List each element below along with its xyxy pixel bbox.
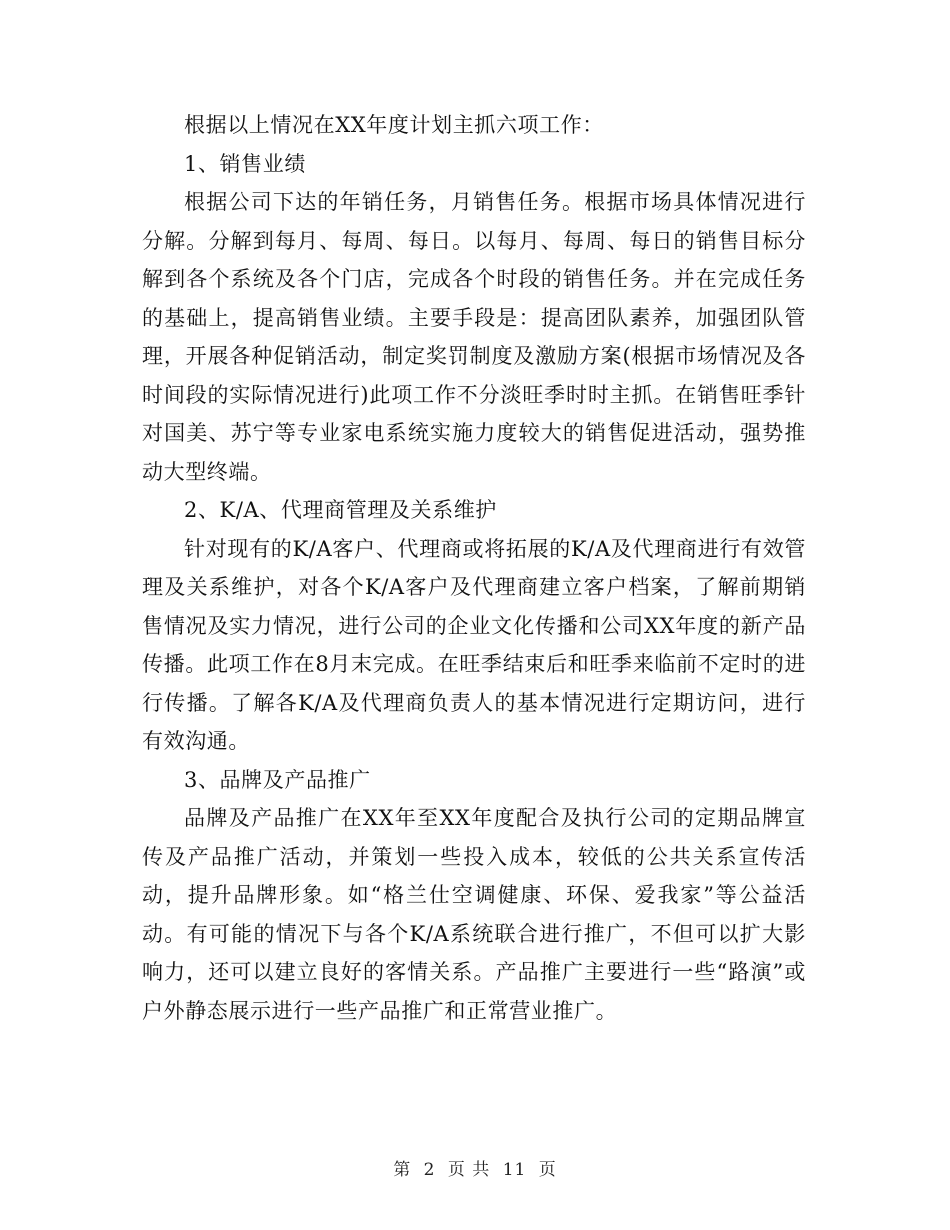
intro-paragraph: 根据以上情况在XX年度计划主抓六项工作： xyxy=(184,113,604,137)
footer-current-page: 2 xyxy=(423,1160,436,1180)
page-footer xyxy=(0,1155,950,1180)
document-body xyxy=(142,106,806,1030)
footer-total-pages: 11 xyxy=(502,1160,527,1180)
footer-middle: 页 共 xyxy=(447,1160,491,1180)
brand-paragraph: 品牌及产品推广在XX年至XX年度配合及执行公司的定期品牌宣传及产品推广活动，并策划一些投入成本，较低的公共关系宣传活动，提升品牌形象。如“格兰仕空调健康、环保、爱我家”等公益活动。有可能的情况下与各个K/A系统联合进行推广，不但可以扩大影响力，还可以建立良好的客情关系。产品推广主要进行一些“路演”或户外静态展示进行一些产品推广和正常营业推广。 xyxy=(142,806,806,1023)
section-heading-brand: 3、品牌及产品推广 xyxy=(184,767,371,792)
sales-paragraph: 根据公司下达的年销任务，月销售任务。根据市场具体情况进行分解。分解到每月、每周、每日。以每月、每周、每日的销售目标分解到各个系统及各个门店，完成各个时段的销售任务。并在完成任务的基础上，提高销售业绩。主要手段是：提高团队素养，加强团队管理，开展各种促销活动，制定奖罚制度及激励方案(根据市场情况及各时间段的实际情况进行)此项工作不分淡旺季时时主抓。在销售旺季针对国美、苏宁等专业家电系统实施力度较大的销售促进活动，强势推动大型终端。 xyxy=(142,190,806,484)
section-heading-ka-agents: 2、K/A、代理商管理及关系维护 xyxy=(184,498,497,522)
footer-prefix: 第 xyxy=(393,1160,412,1180)
footer-suffix: 页 xyxy=(538,1160,557,1180)
section-heading-sales: 1、销售业绩 xyxy=(184,151,306,176)
ka-agents-paragraph: 针对现有的K/A客户、代理商或将拓展的K/A及代理商进行有效管理及关系维护，对各个K/A客户及代理商建立客户档案，了解前期销售情况及实力情况，进行公司的企业文化传播和公司XX年度的新产品传播。此项工作在8月末完成。在旺季结束后和旺季来临前不定时的进行传播。了解各K/A及代理商负责人的基本情况进行定期访问，进行有效沟通。 xyxy=(142,536,806,753)
